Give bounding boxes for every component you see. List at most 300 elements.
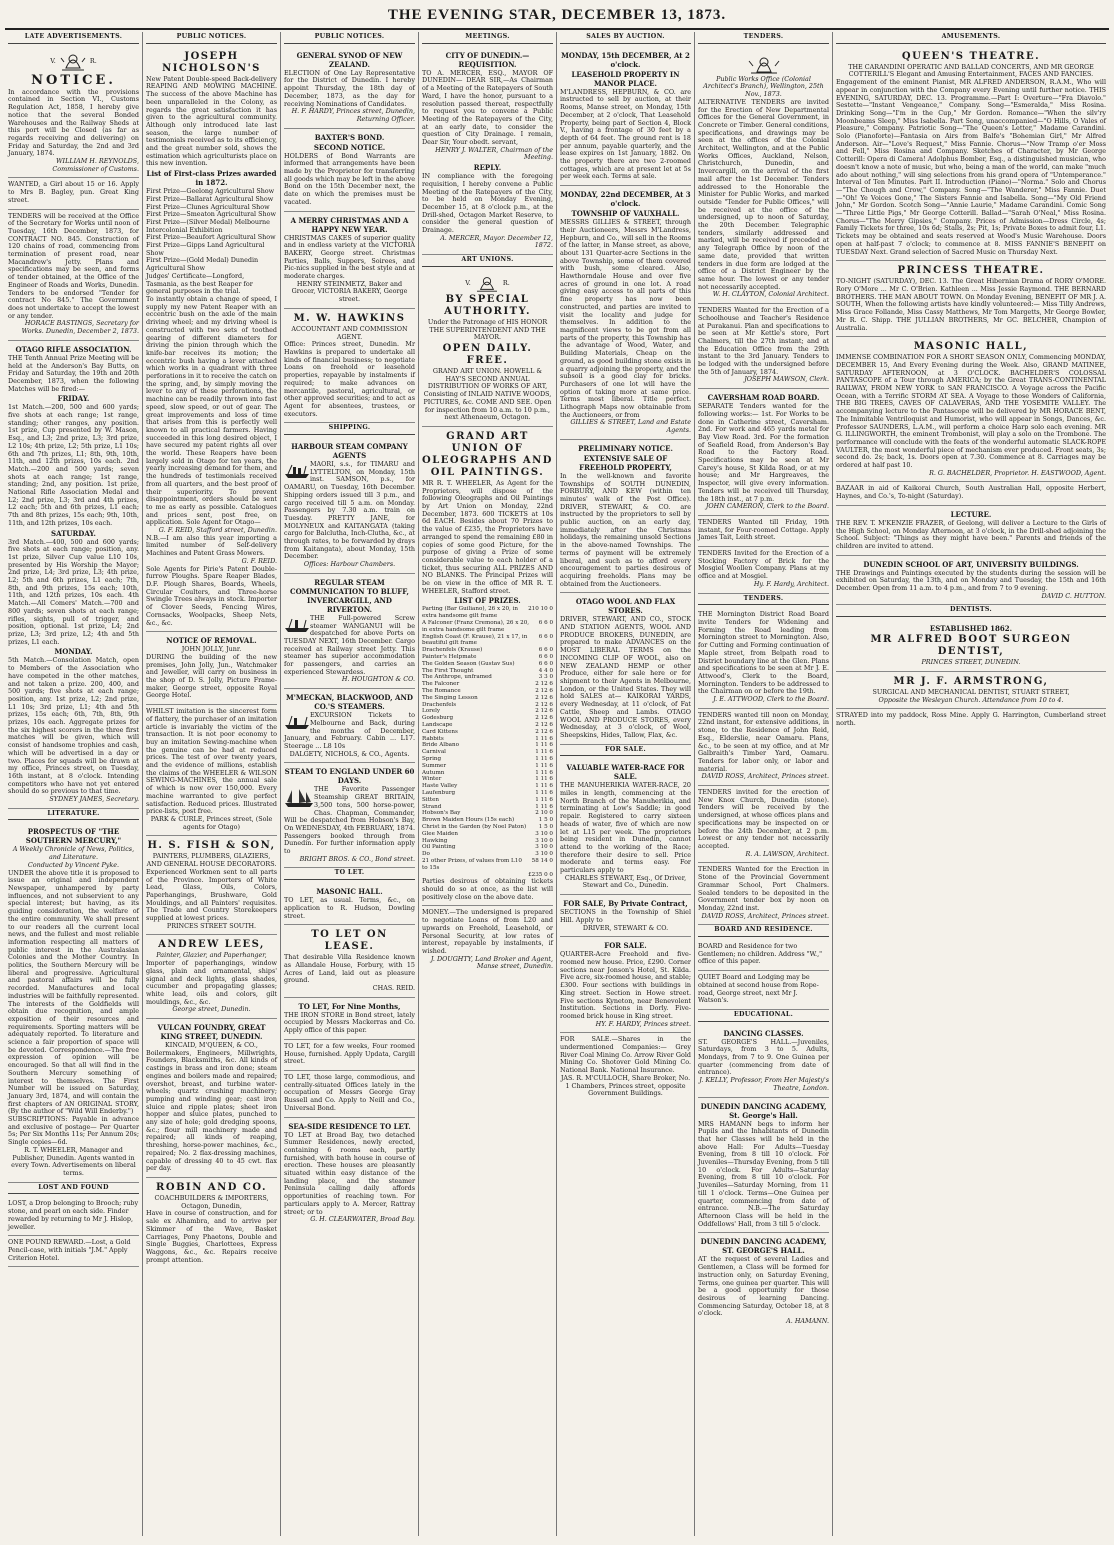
prize-value: 1 11 6: [535, 749, 553, 756]
ad-nicholson-reaper: [146, 47, 277, 633]
prize-row: [422, 668, 553, 675]
ad-body: THE IRON STORE in Bond street, lately occupied by Messrs Mackerras and Co. Apply office of this paper.: [284, 1010, 415, 1035]
prize-value: 6 6 0: [538, 654, 553, 661]
ad-body: MRS HAMANN begs to inform her Pupils and the Inhabitants of Dunedin that her Classes will be held in the above Hall: For Adults—Tuesday Evening, from 8 till 10 o'clock. For Juveniles—Thursday Evening, from 5 till 10 o'clock. For Adults—Saturday Evening, from 8 till 10 o'clock. For Juveniles—Saturday Morning, from 11 till 1 o'clock. Terms—One Guinea per quarter, commencing from date of entrance. N.B.—The Saturday Afternoon Class will be held in the Oddfellows' Hall, from 3 till 5 o'clock.: [698, 1119, 829, 1228]
prize-row: [422, 756, 553, 763]
sailing-ship-icon: [284, 788, 314, 808]
ad-hawkins: [284, 309, 415, 423]
lost-item: ONE POUND REWARD.—Lost, a Gold Pencil-case, with initials "J.M." Apply Criterion Hotel.: [8, 1236, 139, 1267]
prospectus-southern-mercury: [8, 823, 139, 1182]
prize-list-item: First Prize—(Gold Medal) Dunedin Agricultural Show: [146, 256, 259, 273]
ad-body: MONEY.—The undersigned is prepared to negotiate Loans of from L20 and upwards on Freehold, Leasehold, or Personal Security, at low rates of interest, repayable by instalments, if wished.: [422, 908, 553, 955]
ad-body: TENDERS Wanted till Friday, 19th instant, for Four-roomed Cottage. Apply James Tait, Leith street.: [698, 517, 829, 542]
section-header: PUBLIC NOTICES.: [284, 32, 415, 44]
prize-row: [422, 831, 553, 838]
board-item: BOARD and Residence for two Gentlemen; no children. Address "W.," office of this paper.: [698, 940, 829, 971]
ad-title: GENERAL SYNOD OF NEW ZEALAND.: [296, 50, 403, 69]
column-4: [419, 32, 557, 1536]
prize-row: [422, 804, 553, 811]
dancing-classes: [698, 1025, 829, 1098]
ad-subtitle: SURGICAL AND MECHANICAL DENTIST, STUART STREET,: [872, 687, 1070, 696]
prize-value: 1 5 0: [538, 823, 553, 830]
ad-signature: G. F. REID, Stafford street, Dunedin.: [158, 526, 277, 535]
prize-row: [422, 661, 553, 668]
to-let-item: [284, 1118, 415, 1228]
ad-subtitle: A Weekly Chronicle of News, Politics, and Literature.: [12, 845, 135, 862]
prize-row: [422, 681, 553, 688]
section-header: PUBLIC NOTICES.: [146, 32, 277, 44]
prize-row: [422, 722, 553, 729]
tender-item: [698, 786, 829, 863]
prize-name: Christ in the Garden (by Noel Paton): [422, 823, 527, 830]
ad-tenders: [8, 210, 139, 341]
prize-value: 1 11 6: [535, 789, 553, 796]
prize-name: The Anthrope, unframed: [422, 674, 492, 681]
to-let-item: [284, 1040, 415, 1071]
prize-value: 210 10 0: [528, 606, 553, 613]
dancing-academy: [698, 1098, 829, 1234]
prize-row: [422, 783, 553, 790]
prize-row: [422, 715, 553, 722]
ad-mmeckan-steamers: [284, 689, 415, 763]
ad-signature: PARK & CURLE, Princes street, (Sole agents for Otago): [150, 814, 273, 831]
ad-title: STEAM TO ENGLAND UNDER 60 DAYS.: [284, 767, 415, 786]
prize-list-item: First Prize—Ballarat Agricultural Show: [146, 194, 274, 203]
ad-body: TO LET, those large, commodious, and centrally-situated Offices lately in the occupation of Messrs George Gray Russell and Co. Apply to Neill and Co., Universal Bond.: [284, 1072, 415, 1112]
section-header: LATE ADVERTISEMENTS.: [8, 32, 139, 44]
prize-value: 1 5 0: [538, 817, 553, 824]
ad-title: ESTABLISHED 1862.: [929, 624, 1013, 634]
ad-baxters-bond: [284, 129, 415, 212]
ad-signature: J. DOUGHTY, Land Broker and Agent, Manse street, Dunedin.: [430, 954, 553, 971]
ad-title: CITY OF DUNEDIN.—REQUISITION.: [445, 50, 530, 69]
ad-title: OTAGO RIFLE ASSOCIATION.: [15, 344, 132, 354]
prize-row: [422, 688, 553, 695]
prize-row: [422, 742, 553, 749]
ad-body: MESSRS GILLIES & STREET, through their Auctioneers, Messrs M'Landress, Hepburn, and Co., will sell in the Rooms of the latter, in Manse street, as above, about 131 Quarter-acre Sections in the above Township, some of them covered with bush, some cleared. Also, Hawthorndale House and over five acres of ground in one lot. A road giving easy access to all parts of this fine property has now been constructed, and parties are invited to visit the locality and judge for themselves. In addition to the magnificent views to be got from all parts of the property, this Township has the advantage of Wood, Water, and Building Materials, Cheap on the ground, as good building stone exists in a quarry adjoining the property, and the subsoil is a good clay for bricks. Purchasers of one lot will have the option of taking more at same price. Terms most liberal. Title perfect. Lithograph Maps now obtainable from the Auctioneers, or from: [560, 218, 692, 419]
ad-title: HARBOUR STEAM COMPANY AGENTS: [291, 442, 408, 461]
dancing-academy: [698, 1233, 829, 1329]
masonic-hall: [836, 337, 1106, 482]
ad-signature: A. HAMANN.: [786, 1317, 829, 1326]
ad-body: Importer of paperhangings, window glass, plain and ornamental, ships' signal and deck lights, glass shades, cucumber and propagating glasses; white lead, oils and colors, gilt mouldings, &c., &c.: [146, 959, 277, 1006]
ad-signature: G. H. CLEARWATER, Broad Bay.: [310, 1215, 415, 1224]
ad-sewing-machines: [146, 705, 277, 836]
ad-signature: JOSEPH MAWSON, Clerk.: [744, 375, 829, 384]
ad-subtitle: EXTENSIVE SALE OF FREEHOLD PROPERTY,: [579, 453, 672, 472]
ad-title: GRAND ART UNION OF OLEOGRAPHS AND OIL PAINTINGS.: [422, 430, 553, 478]
ad-title: TO LET ON LEASE.: [311, 929, 388, 953]
ad-title: TO LET, For Nine Months,: [298, 1001, 401, 1011]
prize-row: [422, 858, 553, 872]
ad-body: THE Favorite Passenger Steamship GREAT BRITAIN, 3,500 tons, 500 horse-power, Chas. Chapman, Commander, Will be despatched from Hobson's Bay, On WEDNESDAY, 4th FEBRUARY, 1874. Passengers booked through from Dunedin. For further information apply to: [284, 785, 415, 856]
prize-row: [422, 695, 553, 702]
ad-signature: J. KELLY, Professor, From Her Majesty's Theatre, London.: [699, 1076, 829, 1092]
prize-value: £235 0 0: [528, 871, 553, 878]
ad-title: MASONIC HALL,: [913, 341, 1029, 353]
ad-body: PRINCES STREET, DUNEDIN.: [921, 658, 1021, 667]
strayed-notice: [836, 709, 1106, 731]
ad-title: MASONIC HALL.: [316, 887, 383, 897]
ad-body: THE Mornington District Road Board invite Tenders for Widening and Forming the Road leading from Mornington street to Mornington. Also, for Cutting and Forming continuation of Maple street, from Belpath road to District boundary line at the Glen. Plans and specifications to be seen at Mr J. E. Attwood's, Clerk to the Board, Mornington. Tenders to be addressed to the Chairman on or before the 19th.: [698, 610, 829, 696]
for-sale-item: [560, 759, 691, 895]
ad-body: IN compliance with the foregoing requisition, I hereby convene a Public Meeting of the Ratepayers of the City, to be held on Monday Evening, December 15, at 8 o'clock p.m., at the Drill-shed, Octagon Market Reserve, to consider the general question of Drainage.: [422, 172, 553, 235]
ad-body: SEPARATE Tenders wanted for the following works:— 1st. For Works to be done in Catherine street, Caversham. 2nd. For work and 465 yards metal for Bay View Road. 3rd. For the formation of Seafield Road, from Anderson's Bay Road to the Factory Road. Specifications may be seen at Mr Carey's house, St Kilda Road, or at my house; and Mr Hargreaves, the Inspector, will give every information. Tenders will be received till Thursday, the 18th inst., at 7 p.m.: [698, 402, 829, 503]
ad-title: DUNEDIN DANCING ACADEMY, St. George's Hall.: [700, 1101, 827, 1120]
ad-body: HOLDERS of Bond Warrants are informed that arrangements have been made by the Proprietor for transferring all goods which may be left in the above Bond on the 15th December next, the date on which the premises must be vacated.: [284, 151, 415, 206]
prize-name: Laufenburg: [422, 789, 456, 796]
prize-name: Brown Maiden Hours (15s each): [422, 817, 515, 824]
prize-value: 2 12 6: [535, 728, 553, 735]
auction-manor-place: [560, 47, 691, 186]
prize-name: Spring: [422, 755, 442, 762]
ad-body: DRIVER, STEWART, AND CO., STOCK AND STATION AGENTS, WOOL AND PRODUCE BROKERS, DUNEDIN, are prepared to make ADVANCES on the MOST LIBERAL TERMS on the INCOMING CLIP OF WOOL, also on NEW ZEALAND HEMP or other Produce, either for sale here or for shipment to their Agents in Melbourne, London, or the United States. They will hold SALES at— KAIKORAI YARDS, every Wednesday, at 11 o'clock, of Fat Cattle, Sheep and Lambs. OTAGO WOOL AND PRODUCE STORES, every Wednesday, at 3 o'clock, of Wool, Sheepskins, Hides, Tallow, Flax, &c.: [560, 615, 691, 739]
ad-body: TO LET, for a few weeks, Four roomed House, furnished. Apply Updata, Cargill street.: [284, 1041, 415, 1066]
prize-row: [422, 749, 553, 756]
prize-name: The First Thought: [422, 667, 474, 674]
ad-title: DUNEDIN SCHOOL OF ART, UNIVERSITY BUILDINGS.: [863, 559, 1079, 569]
ad-signature: JOHN CAMERON, Clerk to the Board.: [705, 502, 829, 511]
ad-body: QUARTER-Acre Freehold and five-roomed new house. Price, £290. Corner sections near Jonson's Hotel, St. Kilda. Five acre, six-roomed house, and stable; £300. Four sections with buildings in King street. Section in Howe street. Five sections Kyneton, near Benevolent Institution. Sections in Dorly. Five-roomed brick house in King street.: [560, 950, 691, 1020]
prize-value: 6 6 0: [538, 620, 553, 627]
prize-value: 58 14 0: [531, 857, 553, 864]
prize-list-title: List of First-class Prizes awarded in 1872.: [146, 169, 277, 188]
ad-title: ROBIN AND CO.: [156, 1182, 267, 1193]
steamship-icon: [284, 714, 310, 730]
ad-body: Office: Princes street, Dunedin. Mr Hawkins is prepared to undertake all kinds of financial business; to negotiate Loans on freehold or leasehold properties, repayable by instalments if required; to make advances on mercantile, pastoral, agricultural, or other approved securities; and to act as Agent for absentees, trustees, or executors.: [284, 340, 415, 418]
ad-subtitle: SECOND NOTICE.: [313, 142, 386, 152]
prize-name: Lorely: [422, 708, 441, 715]
ad-signature: DAVID ROSS, Architect, Princes street.: [701, 911, 829, 920]
ad-robin-and-co: [146, 1178, 277, 1268]
ad-body: MAORI, s.s., for TIMARU and LYTTELTON, on Monday, 15th inst. SAMSON, p.s., for OAMARU, on Tuesday, 16th December. Shipping orders issued till 3 p.m., and cargo received till 5 a.m. on Monday. Passengers by 7.30 a.m. train on Tuesday. PRETTY JANE, for MOLYNEUX and KAITANGATA (taking cargo for Balclutha, Inch-Clutha, &c., at through rates, to be forwarded by drays from Kaitangata), about Monday, 15th December.: [284, 460, 415, 561]
prize-name: Winter: [422, 776, 442, 783]
ad-body: THE Full-powered Screw steamer WANGANUI will be despatched for above Ports on TUESDAY NEXT, 16th December. Cargo received at Railway street Jetty. This steamer has superior accommodation for passengers, and carries an experienced Stewardess.: [284, 613, 415, 676]
ad-signature: A. MERCER, Mayor. December 12, 1872.: [440, 233, 553, 250]
ad-signature: J. E. ATTWOOD, Clerk to the Board.: [713, 695, 829, 704]
ad-victoria-bakery: [284, 212, 415, 309]
prize-value: 1 11 6: [535, 769, 553, 776]
ad-body: TENDERS Wanted for the Erection of a Schoolhouse and Teacher's Residence at Purakanui. Plan and specifications to be seen at Mr Kettle's store, Port Chalmers, till the 27th instant; and at the Education Office from the 29th instant to the 3rd January. Tenders to be lodged with the undersigned before the 5th of January, 1874.: [698, 306, 829, 376]
newspaper-page: [5, 4, 1109, 1537]
ad-rifle-association: [8, 341, 139, 809]
section-header: SALES BY AUCTION.: [560, 32, 691, 44]
ad-signature: DALGETY, NICHOLS, & CO., Agents.: [289, 749, 410, 758]
ad-body: ST. GEORGE'S HALL.—Juveniles, Saturdays, from 3 to 5. Adults, Mondays, from 7 to 9. One Guinea per quarter (commencing from date of entrance).: [698, 1037, 829, 1077]
ad-vulcan-foundry: [146, 1019, 277, 1178]
ad-title: LECTURE.: [950, 509, 992, 519]
ad-signature: Offices: Harbour Chambers.: [303, 560, 396, 569]
prize-value: 3 10 0: [535, 844, 553, 851]
to-let-item: [284, 925, 415, 998]
ad-title: PRINCESS THEATRE.: [897, 265, 1045, 277]
ad-title: FOR SALE.: [604, 941, 647, 951]
prize-row: [422, 844, 553, 851]
prize-name: Bride Albano: [422, 742, 459, 749]
ad-signature: H. HOUGHTON & CO.: [341, 675, 415, 684]
ad-subtitle: SATURDAY.: [51, 528, 96, 538]
ad-body: In the well-known and favorite Townships of SOUTH DUNEDIN, FORBURY, AND KEW (within ten minutes' walk of the Post Office). DRIVER, STEWART, & CO. are instructed by the proprietors to sell by public auction, on an early day, immediately after the Christmas holidays, the remaining unsold Sections in the above-named Townships. The terms of payment will be extremely liberal, and such as to afford every encouragement to parties desirous of acquiring freeholds. Plans may be obtained from the Auctioneers.: [560, 471, 691, 588]
ad-body: SECTIONS in the Township of Shiel Hill. Apply to: [560, 908, 691, 924]
ad-art-union-wheeler: [422, 427, 553, 907]
section-header: LOST AND FOUND: [8, 1183, 139, 1195]
ad-byline: Conducted by Vincent Pyke.: [27, 860, 120, 869]
ad-subscriptions: SUBSCRIPTIONS: Payable in advance and exclusive of postage— Per Quarter 5s; Per Six Months 11s; Per Annum 20s; Single copies—6d.: [8, 1115, 139, 1147]
ad-body: TENDERS Invited for the Erection of a Stocking Factory of Brick for the Mosgiel Woollen Company. Plans at my office and at Mosgiel.: [698, 549, 829, 581]
prize-name: Godesburg: [422, 715, 454, 722]
prize-row: [422, 770, 553, 777]
ad-art-union-howell: [422, 270, 553, 427]
prize-row: [422, 708, 553, 715]
ad-body: Under the Patronage of HIS HONOR THE SUPERINTENDENT AND THE MAYOR.: [427, 317, 548, 342]
ad-title: NOTICE OF REMOVAL.: [166, 636, 257, 646]
ad-body: MR R. T. WHEELER, As Agent for the Proprietors, will dispose of the following Oleographs and Oil Paintings by Art Union on Monday, 22nd December, 1873. 600 TICKETS at 10s 6d EACH. Besides about 70 Prizes to the value of £235, the Proprietors have arranged to spend the remaining £80 in copies of some good Picture, for the purpose of giving a Prize of some considerable value to each holder of a ticket, thus securing ALL PRIZES AND NO BLANKS. The Principal Prizes will be on view in the office of MR R. T. WHEELER, Stafford street.: [422, 478, 553, 595]
ad-body: To instantly obtain a change of speed, I supply my new Patent Reaper with an eccentric bush on the axle of the main driving wheel; and my driving wheel is constructed with two sets of toothed gearing of different diameters for driving the pinion through which the knife-bar receives its motion; the eccentric bush having a lever attached which works in a quadrant with three perforations in it to receive the catch on the spring, and, by simply moving the lever to any of these perforations, the machine can be readily thrown into fast speed, slow speed, or out of gear. The great improvements and loss of time that arises from this is perfectly well known to all practical farmers. Having succeeded in this long desired object, I have secured my patent rights all over the world. These Reapers have been largely sold in Otago for ten years, the yearly increasing demand for them, and the hundreds of testimonials received from all quarters, and the best proof of their superiority. To prevent disappointment, orders should be sent to me as early as possible. Catalogues and prices sent, post free, on application. Sole Agent for Otago—: [146, 294, 277, 527]
column-5: [557, 32, 695, 1536]
prize-list-item: Judges' Certificate—Longford, Tasmania, as the best Reaper for general purposes in the trial.: [146, 271, 253, 296]
prize-row: [422, 824, 553, 831]
for-sale-item: [560, 937, 691, 1033]
prize-list-item: First Prize—(Silver Medal) Melbourne Intercolonial Exhibition: [146, 217, 270, 234]
ad-body: Experienced Workmen sent to all parts of the Province. Importers of White Lead, Glass, Oils, Colors, Paperhangings, Brushware, Gold Mouldings, and all Painters' requisites. The Trade and Country Storekeepers supplied at lowest prices.: [146, 867, 277, 923]
prize-value: 6 6 0: [538, 660, 553, 667]
ad-signature: BRIGHT BROS. & CO., Bond street.: [299, 854, 415, 863]
prize-row: [422, 763, 553, 770]
ad-body: TO LET at Broad Bay, two detached Summer Residences, newly erected, containing 6 rooms each, partly furnished, with bath house in course of erection. These houses are pleasantly situated within easy distance of the landing place, and the steamer Peninsula calling daily affords opportunities of reaching town. For particulars apply to A. Mercer, Rattray street; or to: [284, 1130, 415, 1216]
section-header: DENTISTS.: [836, 605, 1106, 617]
section-header: ART UNIONS.: [422, 255, 553, 267]
prize-name: English Coast (F. Krause), 21 x 17, in beautiful gilt frame: [422, 633, 528, 647]
tender-item: [698, 709, 829, 786]
ad-signature: SYDNEY JAMES, Secretary.: [49, 795, 139, 804]
ad-subtitle: TOWNSHIP OF VAUXHALL.: [571, 209, 680, 219]
ad-money: [422, 906, 553, 975]
ad-body: Sole Agents for Pirie's Patent Double-furrow Ploughs. Spare Reaper Blades, D.F. Plough Shares, Boards, Wheels, Circular Coulters, and Three-horse Swingle Trees always in stock. Importer of Clover Seeds, Fencing Wires, Cornsacks, Woolpacks, Sheep Nets, &c., &c.: [146, 564, 277, 627]
ad-subtitle: MR ALFRED BOOT SURGEON DENTIST,: [870, 634, 1072, 658]
auction-freehold: [560, 440, 691, 594]
for-sale-item: [560, 1033, 691, 1102]
prize-list-item: First Prize—Geelong Agricultural Show: [146, 187, 275, 196]
prize-row: [422, 654, 553, 661]
dentist-armstrong: [836, 672, 1106, 709]
ad-body: WANTED, a Girl about 15 or 16. Apply to Mrs B. Bagley, pun. Great King street.: [8, 180, 139, 204]
ad-signature: CHARLES STEWART, Esq., Of Driver, Stewart and Co., Dunedin.: [564, 873, 687, 890]
ad-signature: GILLIES & STREET, Land and Estate Agents.: [570, 418, 691, 435]
ad-fish-and-son: [146, 836, 277, 935]
prize-value: 2 12 6: [535, 708, 553, 715]
prize-name: Parting (Bar Guiliano), 26 x 20, in extra handsome gilt frame: [422, 606, 518, 620]
ad-title: Public Works Office (Colonial Architect's Branch), Wellington, 25th Nov., 1873.: [703, 74, 824, 99]
ad-body: TENDERS invited for the erection of New Knox Church, Dunedin (stone). Tenders will be received by the undersigned, at whose offices plans and specifications may be inspected on or before the 24th December, at 2 p.m. Lowest or any tender not necessarily accepted.: [698, 788, 829, 850]
ad-body: New Patent Double-speed Back-delivery REAPING AND MOWING MACHINE. The success of the above Machine has been unparalleled in the Colony, as regards the great satisfaction it has given to the agricultural community. Although only introduced late last season, the large number of testimonials received as to its efficiency, and the great number sold, shows the estimation which agriculturists place on this new invention.: [146, 74, 277, 168]
prize-row: [422, 674, 553, 681]
auction-wool-stores: [560, 593, 691, 744]
ad-body: That desirable Villa Residence known as Allandale House, Forbury, with 15 Acres of Land, laid out as pleasure ground.: [284, 953, 415, 985]
ad-signature: HORACE BASTINGS, Secretary for Works. Dunedin, December 2, 1873.: [21, 319, 139, 336]
ad-title: MONDAY, 22nd DECEMBER, At 3 o'clock.: [560, 190, 691, 209]
ad-body: THE MANUHERIKIA WATER-RACE, 20 miles in length, commencing at the North Branch of the Manuherikia, and terminating at Low's Saddle; in good repair. Registered to carry sixteen heads of water, five of which are now let at L15 per week. The proprietors being resident in Dunedin, cannot attend to the working of the Race; therefore their desire to sell. Price moderate and terms easy. For particulars apply to: [560, 781, 691, 875]
steamship-icon: [284, 617, 310, 633]
ad-signature: H. F. HARDY, Princes street, Dunedin, Returning Officer.: [291, 107, 415, 123]
ad-title: SEA-SIDE RESIDENCE TO LET.: [288, 1121, 411, 1131]
ad-body: STRAYED into my paddock, Ross Mine. Apply G. Harrington, Cumberland street north.: [836, 711, 1106, 727]
ad-subtitle: PAINTERS, PLUMBERS, GLAZIERS, AND GENERAL HOUSE DECORATORS.: [146, 852, 277, 869]
prize-name: The Romance: [422, 688, 461, 695]
ad-body: IMMENSE COMBINATION FOR A SHORT SEASON ONLY, Commencing MONDAY, DECEMBER 15, And Every Evening during the Week. Also, GRAND MATINEE, SATURDAY AFTERNOON, at 3 O'CLOCK. BACHELDER'S COLOSSAL PANTASCOPE of a Tour through AMERICA; by the Great TRANS-CONTINENTAL RAILWAY, FROM NEW YORK to SAN FRANCISCO. A Voyage across the Pacific Ocean, with a Terrific STORM AT SEA. A Voyage to those Wonders of California, THE BIG TREES, CAVES OF CALAVERAS, AND THE YOSEMITE VALLEY. The accompanying lecture to the Pantascope will be delivered by MR HORACE BENT, The Inimitable Ventriloquist and Humorist, who will appear in Songs, Dances, &c. Professor SAUNDERS, L.A.M., will perform a choice Harp solo each evening. MR G. ILLINGWORTH, the eminent Trombonist, will play a solo on the Trombone. The performance will conclude with the feats of the wonderful automatic SLACK-ROPE VAULTER, the most wonderful piece of mechanism ever produced. Front seats, 3s; second do. 2s; back, 1s. Doors open at 7.30. Commence at 8. Carriages may be ordered at half past 10.: [836, 353, 1106, 470]
lost-item: LOST, a Drop belonging to Brooch; ruby stone, and pearl on each side. Finder rewarded by returning to Mr J. Hislop, jeweller.: [8, 1197, 139, 1236]
ad-body: Engagement of the eminent Pianist, MR ALFRED ANDERSON, R.A.M., Who will appear in conjunction with the Company every Evening until further notice. THIS EVENING, SATURDAY, DEC. 13. Programme.—Part I: Overture—"Fra Diavolo." Sestette—"Instant Vengeance," Company. Song—"Esmeralda," Miss Rosina. Drinking Song—"I'm in the Cup," Mr Gordon. Romance—"When the silv'ry Moonbeams Sleep," Miss Isabella. Part Song, unaccompanied—"O Hills, O Vales of Pleasure," Company. Patriotic Song—"The Queen's Letter," Madame Carandini. Solo (Pianoforte)—Fantasia on Airs from Balfe's "Bohemian Girl," Mr Alfred Anderson. Air—"Love's Request," Miss Fannie. Chorus—"Now Tramp o'er Moss and Fell," Miss Rosina and Company. Sketches of Character, by Mr George Cotterill: Opera di Camera! Adolphus Bomber, Esq., a distinguished musician, who doesn't know a note of music, but who, being a man of the world, can make "much ado about nothing," will sing selections from his grand opera of "Untemperance." Interval of Ten Minutes. Part II. Introduction (Piano)—"Norma." Solo and Chorus—"The Chough and Crow," Company. Song—"The Wanderer," Miss Fannie. Duet—"Oh! Ye Voices Gone," The Sisters Fannie and Isabella. Song—"My Old Friend John," Mr Gordon. Scotch Song—"Annie Laurie," Madame Carandini. Comic Song—"Three Little Pigs," Mr George Cotterill. Ballad—"Sarah O'Neal," Miss Rosina. Chorus—"The Merry Gipsies," Company. Prices of Admission—Dress Circle, 4s; Family Tickets for three, 10s 6d; Stalls, 2s; Pit, 1s; Private Boxes to admit four, L1. Tickets may be obtained and seats reserved at Wood's Music Warehouse. Doors open at half-past 7 o'clock; to commence at 8. MISS FANNIE'S BENEFIT on TUESDAY Next. Grand selection of Sacred Music on Thursday Next.: [836, 78, 1106, 256]
princess-theatre: [836, 261, 1106, 337]
queens-theatre: [836, 47, 1106, 262]
prize-list-item: First Prize—Clunes Agricultural Show: [146, 202, 270, 211]
ad-body: GRAND ART UNION. HOWELL & HAY'S SECOND ANNUAL DISTRIBUTION OF WORKS OF ART, Consisting of INLAID NATIVE WOODS, PICTURES, &c. COME AND SEE. Open for inspection from 10 a.m. to 10 p.m., next Athenaeum, Octagon.: [423, 366, 552, 422]
ad-title: JOSEPH NICHOLSON'S: [162, 50, 261, 74]
ad-signature: HY. F. HARDY, Princes street.: [595, 1019, 691, 1028]
board-item: QUIET Board and Lodging may be obtained at second house from Rope-road, George street, next Mr J. Watson's.: [698, 971, 829, 1010]
ad-harbour-steam: [284, 438, 415, 574]
columns: [5, 32, 1109, 1536]
ad-subtitle: THE CARANDINI OPERATIC AND BALLAD CONCERTS, AND MR GEORGE COTTERILL'S Elegant and Amusing Entertainment, FACES AND FANCIES.: [848, 62, 1094, 79]
prize-name: Sitten: [422, 796, 440, 803]
to-let-item: [284, 1071, 415, 1118]
tender-item: [698, 304, 829, 389]
ad-subtitle: FRIDAY.: [57, 394, 90, 404]
lecture: [836, 506, 1106, 556]
prize-row: [422, 776, 553, 783]
prize-row: [422, 634, 553, 648]
prize-name: Glee Maiden: [422, 830, 459, 837]
ad-signature: PRINCES STREET SOUTH.: [166, 921, 257, 930]
ad-body: TENDERS Wanted for the Erection in Stone of the Provincial Government Grammar School, Port Chalmers. Sealed tenders to be deposited in the Government tender box by noon on Monday, 22nd inst.: [698, 865, 829, 912]
ad-body: BAZAAR in aid of Kaikorai Church, South Australian Hall, opposite Herbert, Haynes, and Co.'s, To-night (Saturday).: [836, 484, 1106, 501]
steamship-icon: [284, 463, 310, 479]
prize-value: 1 11 6: [535, 796, 553, 803]
prize-list-item: First Prize—Gipps Land Agricultural Show: [146, 241, 265, 257]
section-header: MEETINGS.: [422, 32, 553, 44]
ad-body: ALTERNATIVE TENDERS are invited for the Erection of New Departmental Offices for the General Government, in Concrete or Timber. General conditions, specifications, and drawings may be seen at the offices of the Colonial Architect, Wellington, and at the Public Works Offices, Auckland, Nelson, Christchurch, Dunedin, and Invercargill, on the arrival of the first mail after the 1st December. Tenders addressed to the Honorable the Minister for Public Works, and marked outside "Tender for Public Offices," will be received at the office of the undersigned, up to noon of Saturday, the 20th December. Telegraphic tenders, similarly addressed and marked, will be received if preceded at any Telegraph Office by noon of the same date, provided that written tenders in due form are lodged at the office of a District Engineer by the same hour. The lowest or any tender not necessarily accepted.: [698, 97, 829, 291]
ad-signature: R. G. BACHELDER, Proprietor. H. EASTWOOD, Agent.: [929, 468, 1106, 477]
ad-notice-removal: [146, 632, 277, 705]
ad-title: QUEEN'S THEATRE.: [901, 50, 1041, 62]
ad-wanted: [8, 178, 139, 209]
prize-name: The Falconer: [422, 681, 460, 688]
ad-subtitle: MONDAY.: [54, 647, 93, 657]
prize-name: Landscape: [422, 722, 453, 728]
ad-requisition: [422, 47, 553, 255]
ad-title: VALUABLE WATER-RACE FOR SALE.: [566, 763, 685, 782]
notice-customs: [8, 47, 139, 179]
prize-row: [422, 797, 553, 804]
royal-crest-icon: V. R.: [422, 273, 553, 293]
prize-value: 2 12 6: [535, 694, 553, 701]
prize-value: 2 12 6: [535, 722, 553, 728]
ad-subtitle: KINCAID, M'QUEEN, & CO.,: [165, 1041, 258, 1050]
ad-body: FOR SALE.—Shares in the undermentioned Companies:— Grey River Coal Mining Co. Arrow River Gold Mining Co. Shotover Gold Mining Co. National Bank. National Insurance.: [560, 1035, 691, 1075]
prize-row: [422, 647, 553, 654]
ad-signature: George street, Dunedin.: [172, 1005, 251, 1014]
prize-value: 1 11 6: [535, 783, 553, 790]
section-header: AMUSEMENTS.: [836, 32, 1106, 44]
prize-name: Haste Valley: [422, 783, 458, 790]
prize-name: Drachenfels (Krause): [422, 647, 483, 654]
prize-value: 1 11 6: [535, 755, 553, 762]
ad-body: ELECTION of One Lay Representative for the District of Dunedin. I hereby appoint Thursday, the 18th day of December, 1873, as the day for receiving Nominations of Candidates.: [284, 68, 415, 108]
ad-body: N.B.—I am also this year importing a limited number of Self-delivery Machines and Patent Grass Mowers.: [146, 533, 277, 558]
masthead: THE EVENING STAR, DECEMBER 13, 1873.: [5, 4, 1109, 30]
tender-public-offices: [698, 47, 829, 304]
ad-title: CAVERSHAM ROAD BOARD.: [707, 393, 820, 403]
ad-body: CHRISTMAS CAKES of superior quality and in endless variety at the VICTORIA BAKERY, George street. Christmas Parties, Balls, Suppers, Soirees, and Pic-nics supplied in the best style and at moderate charges.: [284, 233, 415, 281]
prize-value: 3 10 0: [535, 830, 553, 837]
ad-title: DUNEDIN DANCING ACADEMY, ST. GEORGE'S HALL.: [700, 1237, 827, 1256]
ad-body: Boilermakers, Engineers, Millwrights, Founders, Blacksmiths, &c. All kinds of castings in brass and iron done; steam engines and boilers made and repaired; overshot, breast, and turbine water-wheels; quartz crushing machinery; pumping and winding gear; cast iron sluice and ripple plates; sheet iron hopper and sluice plates, punched to any size of hole; gold dredging spoons, &c.; flour mill machinery made and repaired; all kinds of reaping, threshing, horse-power machines, &c., repaired; No. 2 flax-dressing machines, capable of dressing 40 to 45 cwt. flax per day.: [146, 1048, 277, 1173]
ad-subtitle: Painter, Glazier, and Paperhanger,: [156, 951, 267, 960]
prize-name: Rabbits: [422, 735, 444, 742]
prize-row: [422, 817, 553, 824]
section-header: EDUCATIONAL.: [698, 1010, 829, 1022]
ad-title: OTAGO WOOL AND FLAX STORES.: [575, 597, 676, 616]
prize-name: The Golden Season (Gustav Sus): [422, 660, 515, 667]
prize-name: Autumn: [422, 769, 445, 776]
ad-title: PROSPECTUS OF "THE SOUTHERN MERCURY,": [25, 827, 122, 846]
section-header: BOARD AND RESIDENCE.: [698, 925, 829, 937]
royal-crest-icon: V. R.: [8, 50, 139, 72]
prize-value: 1 11 6: [535, 762, 553, 769]
ad-title: OPEN DAILY. FREE.: [442, 342, 533, 366]
prize-value: 1 11 6: [535, 735, 553, 742]
ad-steam-to-england: [284, 763, 415, 868]
ad-body: THE Drawings and Paintings executed by the students during the session will be exhibited on Saturday, the 13th, and on Monday and Tuesday, the 15th and 16th December. Open from 11 a.m. to 4 p.m., and from 7 to 9 evening.: [836, 568, 1106, 593]
to-let-item: [284, 998, 415, 1040]
prize-value: 1 11 6: [535, 742, 553, 749]
prize-row: [422, 729, 553, 736]
ad-andrew-lees: [146, 935, 277, 1019]
prize-value: 2 10 0: [535, 810, 553, 817]
to-let-item: [284, 883, 415, 925]
prize-name: Drachenfels: [422, 701, 457, 708]
ad-body: UNDER the above title it is proposed to issue an original and independent Newspaper, unhampered by party influences, and not subservient to any special interest; but having, as its guiding consideration, the welfare of the entire community. We shall present to our readers all the current local news, and the fullest and most reliable information respecting all matters of public interest in the Australasian Colonies and the Mother Country. In politics, the Southern Mercury will be liberal and progressive. Agricultural and pastoral affairs will be fully recorded. Manufactures and local industries will be faithfully represented. The interests of the Goldfields will obtain due recognition, and ample exposition of their resources and requirements. Sporting matters will be adequately reported. To literature and science a fair proportion of space will be devoted. Correspondence.—The free expression of opinion will be encouraged. So that all will find in the Southern Mercury something of interest to themselves. The First Number will be issued on Saturday, January 3rd, 1874, and will contain the first chapters of AN ORIGINAL STORY, (By the author of "Wild Will Enderby."): [8, 868, 139, 1116]
ad-signature: DRIVER, STEWART & CO.: [582, 923, 669, 932]
prize-row: [422, 736, 553, 743]
ad-title: REGULAR STEAM COMMUNICATION TO BLUFF, INVERCARGILL, AND RIVERTON.: [290, 577, 409, 614]
ad-subtitle: REPLY.: [473, 163, 502, 173]
ad-title: BY SPECIAL AUTHORITY.: [444, 293, 531, 317]
ad-signature: HENRY J. WALTER, Chairman of the Meeting.: [435, 145, 553, 162]
ad-signature: CHAS. REID.: [372, 984, 415, 993]
column-1: [5, 32, 143, 1536]
prize-name: Hobson's Bay: [422, 810, 461, 817]
ad-body: TO A. MERCER, ESQ., MAYOR OF DUNEDIN— DEAR SIR,—As Chairman of a Meeting of the Ratepayers of South Ward, I have the honor, pursuant to a resolution passed thereat, respectfully to request you to convene a Public Meeting of the Ratepayers of the City, at an early date, to consider the question of City Drainage. I remain, Dear Sir, Your obedt. servant,: [422, 68, 553, 147]
for-sale-item: [560, 895, 691, 937]
ad-title: NOTICE.: [31, 72, 116, 88]
ad-body: THE Tenth Annual Prize Meeting will be held at the Anderson's Bay Butts, on Friday and Saturday, the 19th and 20th December, 1873, when the following Matches will be fired:—: [8, 353, 139, 393]
prize-name: Do: [422, 851, 430, 858]
tender-item: [698, 516, 829, 547]
ad-body: TENDERS wanted till noon on Monday, 22nd instant, for extensive additions, in stone, to the Residence of John Reid, Esq., Elderslie, near Oamaru. Plans, &c., to be seen at my office, and at Mr Galbraith's Timber Yard, Oamaru. Tenders for labor only, or labor and material.: [698, 710, 829, 773]
auction-vauxhall: [560, 186, 691, 440]
ad-signature: JAS. R. M'CULLOCH, Share Broker, No. 1 Chambers, Princes street, opposite Government Buildings.: [560, 1073, 691, 1098]
ad-subtitle: ACCOUNTANT AND COMMISSION AGENT.: [291, 324, 408, 341]
ad-body: DURING the building of the new premises, John Jolly, Jun., Watchmaker and Jeweller, will carry on business in the shop of D. S. Jolly, Picture Frame-maker, George street, opposite Royal George Hotel.: [146, 652, 277, 700]
prize-name: The Singing Lesson: [422, 694, 478, 701]
ad-body: TENDERS will be received at the Office of the Secretary for Works until noon of Tuesday, 16th December, 1873, for CONTRACT NO. 845. Construction of 120 chains of road, commencing from termination of present road, near Macandrew's Jetty. Plans and specifications may be seen, and forms of tender obtained, at the Office of the Engineer of Roads and Works, Dunedin. Tenders to be endorsed "Tender for contract No 845." The Government does not undertake to accept the lowest or any tender.: [8, 211, 139, 320]
prize-name: Strand: [422, 803, 442, 810]
column-3: [281, 32, 419, 1536]
prize-name: Carnival: [422, 749, 446, 756]
ad-body: WHILST imitation is the sincerest form of flattery, the purchaser of an imitation article is invariably the victim of the transaction. It is not poor economy to buy an imitation Sewing-machine when the genuine can be had at reduced prices. The test of over twenty years, and the evidence of millions, establish the claims of the WHEELER & WILSON SEWING-MACHINES, the annual sale of which is now over 150,000. Every machine warranted to give perfect satisfaction. Reduced prices. Illustrated price-lists, post free.: [146, 707, 277, 816]
tender-item: [698, 863, 829, 925]
bazaar: [836, 482, 1106, 505]
